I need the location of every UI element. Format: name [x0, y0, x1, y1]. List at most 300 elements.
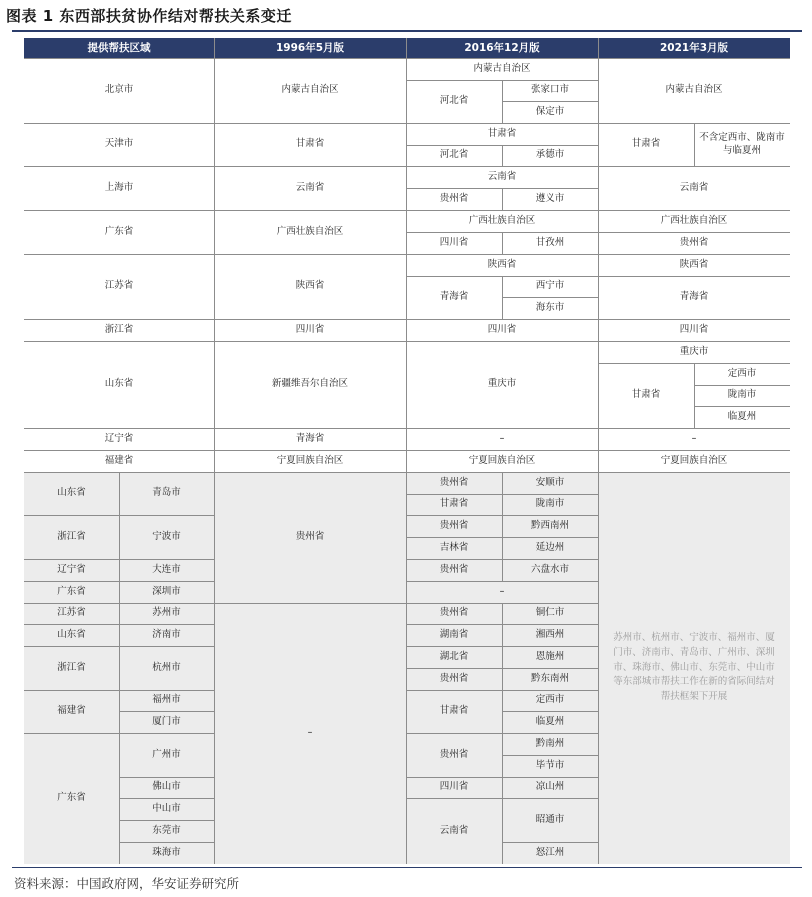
- grid-line: [502, 297, 503, 319]
- table-cell: 浙江省: [24, 646, 119, 690]
- grid-line: [214, 603, 215, 864]
- grid-line: [598, 276, 790, 277]
- table-cell: 重庆市: [487, 378, 517, 390]
- grid-line: [502, 798, 598, 799]
- grid-line: [119, 515, 120, 559]
- table-cell: 云南省: [295, 181, 325, 193]
- grid-line: [502, 80, 598, 81]
- table-cell: 临夏州: [502, 711, 598, 733]
- table-cell: 陕西省: [487, 258, 517, 270]
- grid-line: [406, 559, 502, 560]
- table-cell: 内蒙古自治区: [473, 62, 531, 74]
- grid-line: [406, 581, 502, 582]
- grid-line: [406, 276, 407, 319]
- grid-line: [406, 319, 407, 341]
- grid-line: [24, 690, 119, 691]
- grid-line: [502, 276, 598, 277]
- grid-line: [502, 646, 503, 668]
- grid-line: [119, 777, 214, 778]
- grid-line: [598, 341, 790, 342]
- grid-line: [694, 406, 695, 428]
- table-cell: –: [214, 603, 406, 864]
- grid-line: [502, 537, 503, 559]
- grid-line: [598, 232, 790, 233]
- grid-line: [598, 254, 790, 255]
- grid-line: [502, 101, 503, 123]
- note-2021-cities: 苏州市、杭州市、宁波市、福州市、厦门市、济南市、青岛市、广州市、深圳市、珠海市、佛山市、东莞市、中山市等东部城市帮扶工作在新的省际间结对帮扶框架下开展: [598, 472, 790, 864]
- table-cell: 贵州省: [406, 472, 502, 494]
- grid-line: [119, 559, 214, 560]
- table-cell: 广西壮族自治区: [660, 214, 728, 226]
- grid-line: [598, 123, 599, 166]
- grid-line: [24, 603, 119, 604]
- table-cell: 宁夏回族自治区: [468, 454, 536, 466]
- table-cell: 四川省: [487, 323, 517, 335]
- table-cell: 甘孜州: [535, 236, 565, 248]
- table-cell: 黔东南州: [502, 668, 598, 690]
- grid-line: [119, 646, 120, 690]
- grid-line: [406, 58, 407, 80]
- grid-line: [502, 581, 598, 582]
- grid-line: [502, 145, 503, 166]
- grid-line: [406, 188, 502, 189]
- grid-line: [406, 798, 502, 799]
- table-cell: 贵州省: [679, 236, 709, 248]
- grid-line: [694, 385, 790, 386]
- grid-line: [502, 690, 503, 711]
- table-cell: 张家口市: [530, 84, 569, 96]
- grid-line: [214, 472, 406, 473]
- grid-line: [214, 428, 406, 429]
- grid-line: [502, 232, 503, 254]
- grid-line: [694, 123, 695, 166]
- grid-line: [406, 38, 407, 58]
- grid-line: [406, 145, 407, 166]
- grid-line: [406, 319, 598, 320]
- table-cell: 贵州省: [406, 733, 502, 777]
- table-cell: 西宁市: [535, 280, 565, 292]
- grid-line: [598, 472, 599, 864]
- grid-line: [406, 515, 502, 516]
- table-cell: 浙江省: [24, 515, 119, 559]
- grid-line: [24, 254, 214, 255]
- table-cell: 上海市: [104, 181, 134, 193]
- grid-line: [406, 690, 502, 691]
- table-cell: 四川省: [406, 777, 502, 798]
- grid-line: [119, 711, 120, 733]
- grid-line: [598, 166, 790, 167]
- grid-line: [406, 646, 502, 647]
- grid-line: [406, 232, 407, 254]
- table-cell: 内蒙古自治区: [665, 84, 723, 96]
- grid-line: [24, 559, 119, 560]
- grid-line: [502, 798, 503, 842]
- grid-line: [406, 428, 598, 429]
- grid-line: [502, 777, 598, 778]
- table-cell: 辽宁省: [104, 432, 134, 444]
- grid-line: [502, 232, 598, 233]
- grid-line: [502, 624, 598, 625]
- grid-line: [598, 276, 599, 319]
- grid-line: [214, 166, 215, 210]
- grid-line: [214, 210, 215, 254]
- table-cell: 宁夏回族自治区: [660, 454, 728, 466]
- grid-line: [119, 733, 214, 734]
- grid-line: [406, 624, 407, 646]
- grid-line: [598, 428, 599, 450]
- table-cell: 大连市: [119, 559, 214, 581]
- table-cell: 云南省: [487, 170, 517, 182]
- table-cell: 杭州市: [119, 646, 214, 690]
- grid-line: [598, 166, 599, 210]
- grid-line: [406, 646, 407, 668]
- table-cell: 广东省: [104, 225, 134, 237]
- grid-line: [406, 494, 502, 495]
- grid-line: [406, 559, 407, 581]
- table-cell: 贵州省: [406, 668, 502, 690]
- grid-line: [502, 842, 598, 843]
- grid-line: [119, 624, 120, 646]
- grid-line: [502, 777, 503, 798]
- grid-line: [598, 210, 599, 232]
- grid-line: [214, 341, 406, 342]
- grid-line: [406, 603, 407, 624]
- grid-line: [406, 210, 407, 232]
- grid-line: [214, 58, 406, 59]
- grid-line: [502, 733, 503, 755]
- grid-line: [406, 80, 502, 81]
- table-cell: 云南省: [406, 798, 502, 864]
- grid-line: [406, 123, 598, 124]
- table-cell: 遵义市: [535, 192, 565, 204]
- grid-line: [24, 210, 214, 211]
- grid-line: [214, 166, 406, 167]
- grid-line: [406, 232, 502, 233]
- grid-line: [24, 319, 214, 320]
- grid-line: [406, 450, 407, 472]
- grid-line: [502, 515, 598, 516]
- table-cell: 安顺市: [502, 472, 598, 494]
- grid-line: [694, 385, 695, 406]
- grid-line: [598, 38, 599, 58]
- grid-line: [502, 755, 503, 777]
- grid-line: [406, 798, 407, 864]
- table-cell: 保定市: [535, 105, 565, 117]
- figure-title: 图表 1 东西部扶贫协作结对帮扶关系变迁: [6, 7, 292, 25]
- grid-line: [119, 690, 120, 711]
- grid-line: [598, 232, 599, 254]
- grid-line: [598, 210, 790, 211]
- header-2016: 2016年12月版: [406, 38, 598, 58]
- grid-line: [406, 188, 407, 210]
- table-cell: 贵州省: [439, 192, 469, 204]
- table-cell: 内蒙古自治区: [281, 84, 339, 96]
- grid-line: [214, 319, 406, 320]
- table-cell: 江苏省: [24, 603, 119, 624]
- grid-line: [214, 450, 215, 472]
- grid-line: [406, 428, 407, 450]
- grid-line: [214, 254, 406, 255]
- table-cell: 甘肃省: [295, 138, 325, 150]
- grid-line: [502, 603, 503, 624]
- grid-line: [502, 690, 598, 691]
- grid-line: [406, 494, 407, 515]
- table-cell: 北京市: [104, 84, 134, 96]
- table-cell: 四川省: [439, 236, 469, 248]
- grid-line: [406, 58, 598, 59]
- grid-line: [119, 842, 214, 843]
- grid-line: [502, 494, 598, 495]
- table-cell: 浙江省: [104, 323, 134, 335]
- table-cell: 贵州省: [214, 472, 406, 603]
- table-cell: 湖北省: [406, 646, 502, 668]
- table-cell: 黔南州: [502, 733, 598, 755]
- grid-line: [598, 341, 599, 363]
- table-cell: 青海省: [679, 291, 709, 303]
- source-note: 资料来源：中国政府网，华安证券研究所: [14, 876, 240, 891]
- grid-line: [694, 363, 695, 385]
- grid-line: [406, 668, 502, 669]
- grid-line: [502, 188, 598, 189]
- table-cell: 定西市: [502, 690, 598, 711]
- table-cell: 辽宁省: [24, 559, 119, 581]
- grid-line: [502, 494, 503, 515]
- table-cell: 定西市: [727, 367, 757, 379]
- grid-line: [502, 472, 503, 494]
- grid-line: [119, 581, 120, 603]
- table-cell: 广西壮族自治区: [468, 214, 536, 226]
- table-cell: 毕节市: [502, 755, 598, 777]
- table-cell: 厦门市: [119, 711, 214, 733]
- table-cell: 山东省: [24, 624, 119, 646]
- table-cell: 宁波市: [119, 515, 214, 559]
- grid-line: [502, 646, 598, 647]
- grid-line: [598, 428, 790, 429]
- table-cell: 甘肃省: [406, 494, 502, 515]
- grid-line: [502, 537, 598, 538]
- table-cell: 广西壮族自治区: [276, 225, 344, 237]
- table-cell: 陇南市: [727, 389, 757, 401]
- grid-line: [406, 733, 502, 734]
- table-cell: 湖南省: [406, 624, 502, 646]
- header-region: 提供帮扶区域: [24, 38, 214, 58]
- grid-line: [24, 166, 214, 167]
- grid-line: [598, 58, 599, 123]
- header-1996: 1996年5月版: [214, 38, 406, 58]
- table-cell: 黔西南州: [502, 515, 598, 537]
- grid-line: [598, 450, 790, 451]
- grid-line: [24, 450, 214, 451]
- grid-line: [502, 624, 503, 646]
- grid-line: [598, 363, 599, 428]
- table-cell: –: [691, 432, 697, 444]
- grid-line: [502, 711, 598, 712]
- grid-line: [24, 428, 214, 429]
- grid-line: [214, 450, 406, 451]
- grid-line: [119, 798, 120, 820]
- table-cell: 新疆维吾尔自治区: [271, 378, 348, 390]
- table-cell: 佛山市: [119, 777, 214, 798]
- grid-line: [406, 581, 407, 603]
- grid-line: [119, 777, 120, 798]
- grid-line: [119, 646, 214, 647]
- table-cell: 陕西省: [295, 280, 325, 292]
- table-cell: 福建省: [24, 690, 119, 733]
- table-cell: 中山市: [119, 798, 214, 820]
- grid-line: [406, 668, 407, 690]
- grid-line: [598, 363, 694, 364]
- grid-line: [502, 515, 503, 537]
- grid-line: [214, 319, 215, 341]
- table-cell: 甘肃省: [631, 138, 661, 150]
- table-cell: 河北省: [439, 149, 469, 161]
- grid-line: [119, 798, 214, 799]
- table-cell: 广东省: [24, 733, 119, 864]
- grid-line: [502, 188, 503, 210]
- grid-line: [406, 450, 598, 451]
- grid-line: [24, 581, 119, 582]
- table-cell: 不含定西市、陇南市与临夏州: [699, 131, 785, 156]
- grid-line: [119, 472, 120, 515]
- grid-line: [214, 341, 215, 428]
- table-cell: 四川省: [295, 323, 325, 335]
- grid-line: [119, 733, 120, 777]
- grid-line: [24, 123, 214, 124]
- table-cell: 福州市: [119, 690, 214, 711]
- grid-line: [502, 297, 598, 298]
- grid-line: [406, 166, 598, 167]
- grid-line: [214, 472, 215, 603]
- grid-line: [502, 842, 503, 864]
- grid-line: [406, 733, 407, 777]
- grid-line: [24, 624, 119, 625]
- table-cell: 铜仁市: [502, 603, 598, 624]
- table-cell: 青海省: [295, 432, 325, 444]
- table-cell: 贵州省: [406, 603, 502, 624]
- grid-line: [502, 145, 598, 146]
- table-cell: –: [499, 432, 505, 444]
- grid-line: [598, 123, 694, 124]
- table-cell: 青岛市: [119, 472, 214, 515]
- grid-line: [406, 145, 502, 146]
- grid-line: [119, 820, 214, 821]
- grid-line: [502, 559, 598, 560]
- grid-line: [406, 777, 502, 778]
- grid-line: [119, 559, 120, 581]
- grid-line: [406, 515, 407, 537]
- table-cell: 凉山州: [502, 777, 598, 798]
- grid-line: [598, 319, 790, 320]
- table-cell: 东莞市: [119, 820, 214, 842]
- table-cell: 云南省: [679, 181, 709, 193]
- header-2021: 2021年3月版: [598, 38, 790, 58]
- table-cell: 怒江州: [502, 842, 598, 864]
- grid-line: [214, 428, 215, 450]
- table-cell: 苏州市: [119, 603, 214, 624]
- grid-line: [119, 690, 214, 691]
- table-cell: 恩施州: [502, 646, 598, 668]
- grid-line: [214, 254, 215, 319]
- grid-line: [406, 537, 502, 538]
- table-cell: 六盘水市: [502, 559, 598, 581]
- grid-line: [214, 38, 215, 58]
- grid-line: [119, 820, 120, 842]
- table-cell: 临夏州: [727, 410, 757, 422]
- table-cell: 贵州省: [406, 559, 502, 581]
- table-cell: –: [406, 581, 598, 603]
- grid-line: [119, 581, 214, 582]
- grid-line: [502, 668, 598, 669]
- table-cell: 河北省: [439, 95, 469, 107]
- table-cell: 延边州: [502, 537, 598, 559]
- grid-line: [502, 101, 598, 102]
- grid-line: [24, 341, 214, 342]
- table-cell: 珠海市: [119, 842, 214, 864]
- grid-line: [406, 537, 407, 559]
- grid-line: [406, 624, 502, 625]
- table-cell: 深圳市: [119, 581, 214, 603]
- grid-line: [24, 646, 119, 647]
- grid-line: [502, 559, 503, 581]
- grid-line: [406, 690, 407, 733]
- table-cell: 济南市: [119, 624, 214, 646]
- grid-line: [214, 123, 406, 124]
- grid-line: [502, 733, 598, 734]
- table-cell: 湘西州: [502, 624, 598, 646]
- grid-line: [406, 210, 598, 211]
- table-cell: 宁夏回族自治区: [276, 454, 344, 466]
- table-cell: 陕西省: [679, 258, 709, 270]
- bottom-rule: [12, 867, 802, 868]
- grid-line: [214, 210, 406, 211]
- table-cell: 重庆市: [679, 345, 709, 357]
- grid-line: [598, 450, 599, 472]
- grid-line: [119, 603, 120, 624]
- table-cell: 甘肃省: [487, 127, 517, 139]
- grid-line: [119, 515, 214, 516]
- grid-line: [502, 711, 503, 733]
- grid-line: [406, 472, 407, 494]
- grid-line: [24, 515, 119, 516]
- table-cell: 山东省: [24, 472, 119, 515]
- table-cell: 甘肃省: [631, 389, 661, 401]
- grid-line: [502, 80, 503, 101]
- grid-line: [598, 254, 599, 276]
- table-cell: 江苏省: [104, 280, 134, 292]
- grid-line: [406, 276, 502, 277]
- table-cell: 天津市: [104, 138, 134, 150]
- grid-line: [119, 624, 214, 625]
- grid-line: [214, 603, 406, 604]
- grid-line: [119, 711, 214, 712]
- grid-line: [598, 58, 790, 59]
- table-cell: 吉林省: [406, 537, 502, 559]
- grid-line: [214, 123, 215, 166]
- table-cell: 承德市: [535, 149, 565, 161]
- grid-line: [502, 668, 503, 690]
- grid-line: [406, 341, 407, 428]
- table-cell: 广州市: [119, 733, 214, 777]
- grid-line: [694, 406, 790, 407]
- grid-line: [406, 341, 598, 342]
- grid-line: [598, 319, 599, 341]
- grid-line: [598, 472, 790, 473]
- grid-line: [406, 254, 407, 276]
- grid-line: [24, 733, 119, 734]
- grid-line: [406, 80, 407, 123]
- table-cell: 四川省: [679, 323, 709, 335]
- grid-line: [406, 166, 407, 188]
